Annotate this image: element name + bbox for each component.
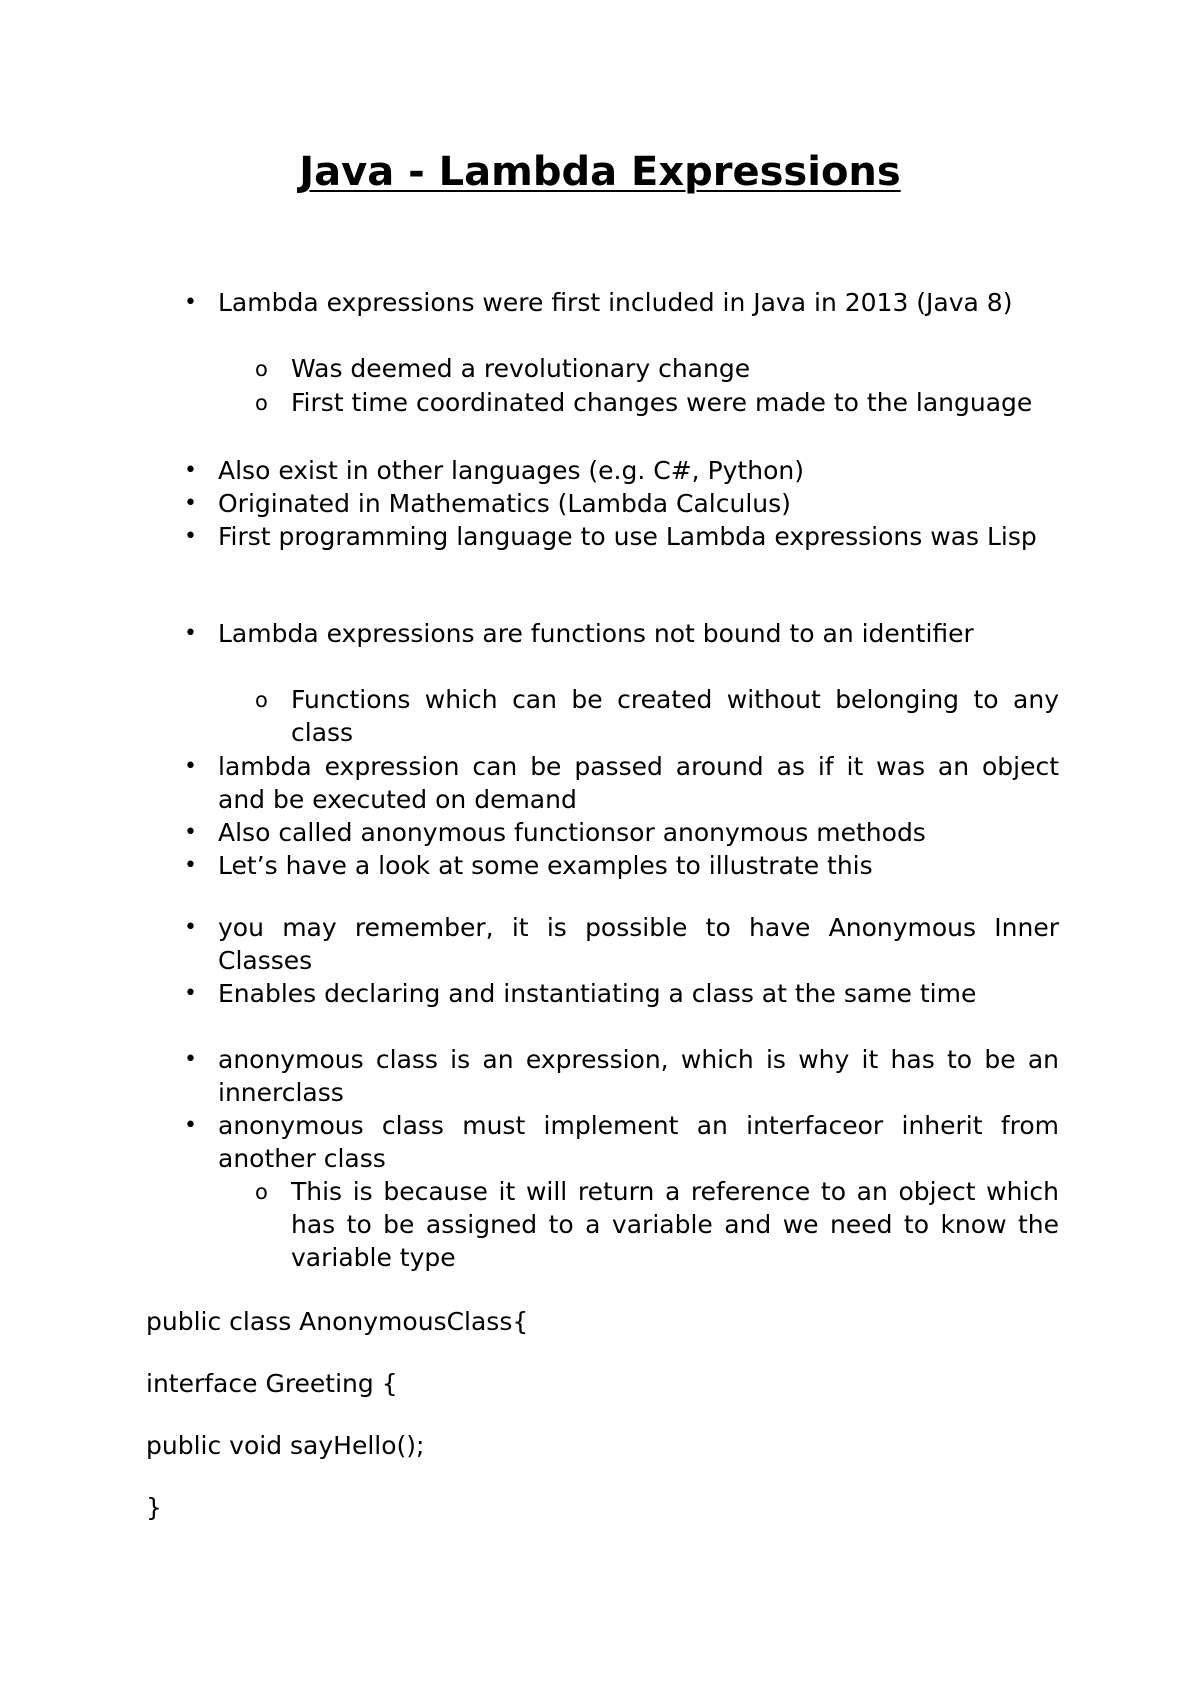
bullet-other-languages: • Also exist in other languages (e.g. C#, Python) — [218, 454, 1059, 487]
sub-bullet-revolutionary: o Was deemed a revolutionary change — [291, 352, 1059, 385]
code-line-interface-declaration: interface Greeting { — [146, 1369, 398, 1398]
bullet-anonymous-functions: • Also called anonymous functionsor anonymous methods — [218, 816, 1059, 849]
bullet-anonymous-inner-classes: • you may remember, it is possible to have Anonymous Inner Classes — [218, 911, 1059, 977]
bullet-declaring-instantiating: • Enables declaring and instantiating a class at the same time — [218, 977, 1059, 1010]
page-title: Java - Lambda Expressions — [299, 149, 901, 195]
bullet-anonymous-class-expression: • anonymous class is an expression, which is why it has to be an innerclass — [218, 1043, 1059, 1109]
bullet-first-language-lisp: • First programming language to use Lambda expressions was Lisp — [218, 520, 1059, 553]
sub-bullet-return-reference: o This is because it will return a reference to an object which has to be assigned to a variable and we need to know the variable type — [291, 1175, 1059, 1274]
bullet-look-at-examples: • Let’s have a look at some examples to illustrate this — [218, 849, 1059, 882]
code-line-class-declaration: public class AnonymousClass{ — [146, 1307, 529, 1336]
bullet-implement-interface: • anonymous class must implement an interfaceor inherit from another class — [218, 1109, 1059, 1175]
bullet-functions-not-bound: • Lambda expressions are functions not bound to an identifier — [218, 617, 1059, 650]
bullet-lambda-introduced: • Lambda expressions were first included in Java in 2013 (Java 8) — [218, 286, 1059, 319]
sub-bullet-coordinated-changes: o First time coordinated changes were made to the language — [291, 386, 1059, 419]
sub-bullet-without-class: o Functions which can be created without belonging to any class — [291, 683, 1059, 749]
code-line-method-declaration: public void sayHello(); — [146, 1431, 425, 1460]
bullet-passed-around: • lambda expression can be passed around as if it was an object and be executed on demand — [218, 750, 1059, 816]
code-line-closing-brace: } — [146, 1493, 162, 1522]
bullet-mathematics-origin: • Originated in Mathematics (Lambda Calculus) — [218, 487, 1059, 520]
